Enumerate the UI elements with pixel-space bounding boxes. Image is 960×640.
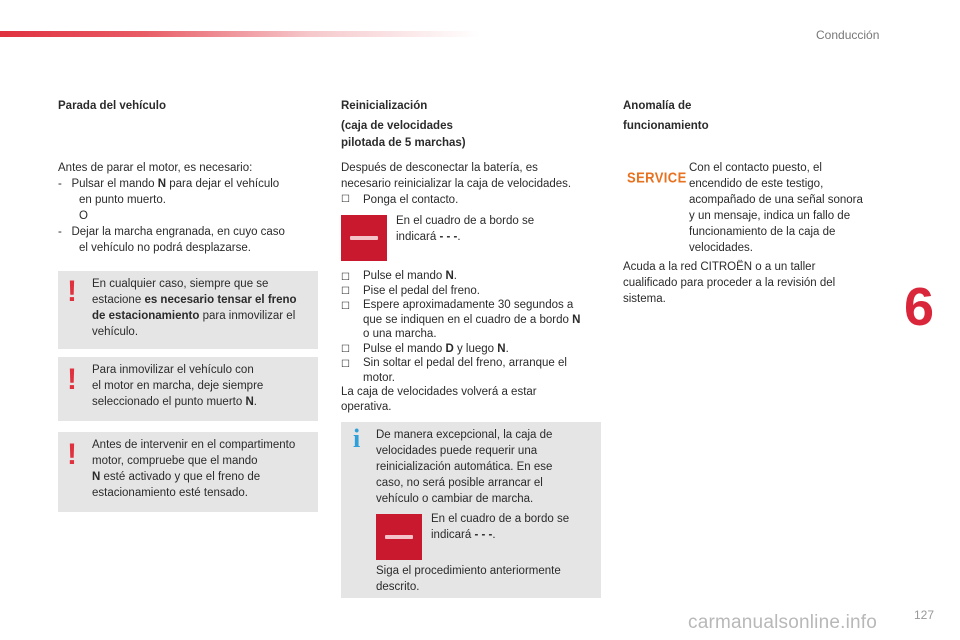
anomalia-desc-5: funcionamiento de la caja de	[689, 226, 836, 238]
anomalia-advice-1: Acuda a la red CITROËN o a un taller	[623, 261, 816, 273]
section-heading-parada: Parada del vehículo	[58, 100, 167, 112]
parada-item-2: - Dejar la marcha engranada, en cuyo caso	[58, 226, 285, 238]
reinit-step-4-line-1: Espere aproximadamente 30 segundos a	[363, 299, 574, 311]
anomalia-desc-3: acompañado de una señal sonora	[689, 194, 863, 206]
section-heading-anomalia-1: Anomalía de	[623, 100, 692, 112]
step-bullet: ☐	[341, 286, 350, 297]
reinit-step-6-line-1: Sin soltar el pedal del freno, arranque el	[363, 357, 567, 369]
reinit-display-2: indicará - - -.	[396, 231, 461, 243]
reinit-step-3: Pise el pedal del freno.	[363, 284, 480, 297]
step-bullet: ☐	[341, 194, 350, 205]
section-heading-anomalia-2: funcionamiento	[623, 120, 709, 132]
info-line-5: vehículo o cambiar de marcha.	[376, 493, 534, 505]
reinit-step-4-line-2: que se indiquen en el cuadro de a bordo N	[363, 313, 581, 326]
parada-item-1: - Pulsar el mando N para dejar el vehículo	[58, 178, 280, 190]
reinit-step-2: Pulse el mando N.	[363, 270, 457, 282]
info-line-2: velocidades puede requerir una	[376, 445, 538, 457]
warning-icon: !	[67, 275, 77, 308]
list-dash: -	[58, 178, 62, 190]
reinit-step-6-line-2: motor.	[363, 371, 395, 384]
step-bullet: ☐	[341, 301, 350, 312]
reinit-intro-2: necesario reinicializar la caja de velocidades.	[341, 178, 572, 190]
info-icon: i	[353, 424, 361, 453]
anomalia-desc-6: velocidades.	[689, 242, 753, 254]
anomalia-desc-4: y un mensaje, indica un fallo de	[689, 210, 851, 222]
reinit-outro-1: La caja de velocidades volverá a estar	[341, 386, 537, 398]
warning-1-line-4: vehículo.	[92, 326, 139, 338]
gear-display-icon	[341, 215, 387, 261]
reinit-intro-1: Después de desconectar la batería, es	[341, 162, 538, 174]
warning-3-line-2: motor, compruebe que el mando	[92, 455, 258, 467]
warning-1-line-2: estacione es necesario tensar el freno	[92, 294, 297, 306]
section-heading-reinicializacion-3: pilotada de 5 marchas)	[341, 137, 466, 149]
watermark: carmanualsonline.info	[688, 612, 878, 633]
parada-intro: Antes de parar el motor, es necesario:	[58, 162, 253, 174]
warning-3-line-3: N esté activado y que el freno de	[92, 471, 261, 483]
info-outro-2: descrito.	[376, 581, 420, 593]
warning-icon: !	[67, 363, 77, 396]
reinit-outro-2: operativa.	[341, 400, 392, 413]
info-display-2: indicará - - -.	[431, 529, 496, 541]
reinit-display-1: En el cuadro de a bordo se	[396, 215, 535, 227]
warning-1-line-3: de estacionamiento para inmovilizar el	[92, 310, 296, 322]
warning-1-line-1: En cualquier caso, siempre que se	[92, 278, 269, 290]
info-outro-1: Siga el procedimiento anteriormente	[376, 565, 561, 577]
warning-2-line-3: seleccionado el punto muerto N.	[92, 396, 257, 408]
page-number: 127	[914, 608, 935, 622]
header-accent-bar	[0, 31, 480, 37]
step-bullet: ☐	[341, 272, 350, 283]
parada-or: O	[79, 210, 88, 222]
warning-icon: !	[67, 438, 77, 471]
anomalia-advice-2: cualificado para proceder a la revisión del	[623, 277, 836, 289]
info-line-1: De manera excepcional, la caja de	[376, 429, 553, 441]
anomalia-advice-3: sistema.	[623, 293, 666, 305]
anomalia-desc-1: Con el contacto puesto, el	[689, 162, 822, 174]
step-bullet: ☐	[341, 359, 350, 370]
info-line-4: caso, no será posible arrancar el	[376, 477, 543, 489]
warning-2-line-2: el motor en marcha, deje siempre	[92, 380, 264, 392]
section-heading-reinicializacion-2: (caja de velocidades	[341, 120, 453, 132]
reinit-step-1: Ponga el contacto.	[363, 194, 459, 206]
gear-display-icon	[376, 514, 422, 560]
warning-3-line-1: Antes de intervenir en el compartimento	[92, 439, 296, 451]
chapter-number: 6	[904, 277, 935, 337]
parada-item-1-cont: en punto muerto.	[79, 194, 166, 206]
service-warning-icon: SERVICE	[627, 168, 687, 187]
list-dash: -	[58, 226, 62, 238]
anomalia-desc-2: encendido de este testigo,	[689, 178, 824, 190]
warning-2-line-1: Para inmovilizar el vehículo con	[92, 364, 254, 376]
parada-item-2-cont: el vehículo no podrá desplazarse.	[79, 242, 251, 254]
warning-3-line-4: estacionamiento esté tensado.	[92, 487, 248, 499]
section-heading-reinicializacion-1: Reinicialización	[341, 100, 428, 112]
info-display-1: En el cuadro de a bordo se	[431, 513, 570, 525]
step-bullet: ☐	[341, 344, 350, 355]
reinit-step-5: Pulse el mando D y luego N.	[363, 342, 509, 355]
info-line-3: reinicialización automática. En ese	[376, 461, 553, 473]
reinit-step-4-line-3: o una marcha.	[363, 328, 437, 340]
section-title: Conducción	[816, 28, 880, 42]
